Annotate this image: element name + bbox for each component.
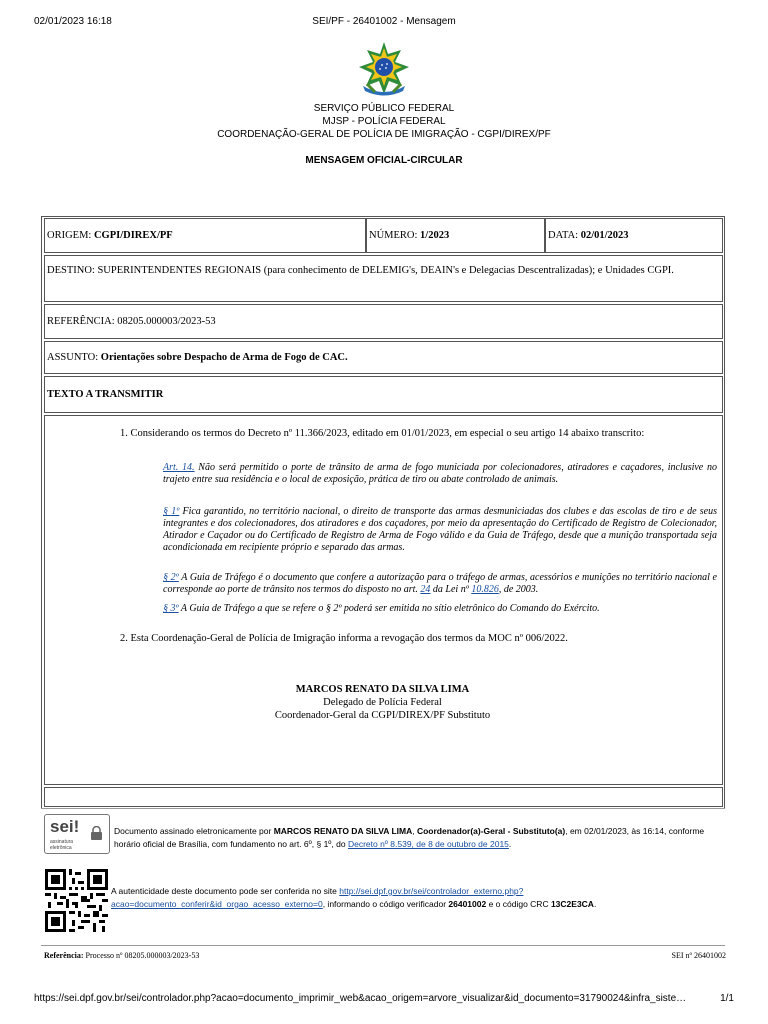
paragraph-2-link[interactable]: § 2º	[163, 572, 179, 583]
page-number: 1/1	[720, 993, 734, 1004]
process-reference	[44, 951, 199, 960]
signature-block	[45, 683, 720, 722]
verification-url-link[interactable]: http://sei.dpf.gov.br/sei/controlador_externo.php?acao=documento_conferir&id_orgao_acesso_externo=0	[111, 886, 524, 909]
institution-header	[0, 102, 768, 141]
print-title: SEI/PF - 26401002 - Mensagem	[312, 16, 456, 27]
data-cell	[545, 218, 723, 253]
print-url: https://sei.dpf.gov.br/sei/controlador.php?acao=documento_imprimir_web&acao_origem=arvore_visualizar&id_documento=31790024&infra_siste…	[34, 993, 687, 1004]
signer-role-1: Delegado de Polícia Federal	[323, 697, 442, 708]
sei-badge-sub1: assinatura	[50, 839, 74, 845]
numero-label: NÚMERO:	[369, 230, 418, 241]
divider	[41, 808, 725, 809]
quote-art-14-text: Não será permitido o porte de trânsito de arma de fogo municiada por colecionadores, atiradores e caçadores, inclusive no trajeto entre sua residência e o local de exposição, prática de tiro ou abate controlado de animais.	[163, 462, 717, 485]
art-24-link[interactable]: 24	[420, 584, 431, 595]
referencia-cell: REFERÊNCIA: 08205.000003/2023-53	[44, 304, 723, 339]
sei-badge-subtitle	[50, 839, 73, 851]
empty-row	[44, 787, 723, 807]
divider	[41, 945, 725, 946]
document-title: MENSAGEM OFICIAL-CIRCULAR	[305, 155, 463, 166]
verification-code: 26401002	[448, 899, 487, 909]
signer-name: MARCOS RENATO DA SILVA LIMA	[295, 684, 470, 695]
origem-label: ORIGEM:	[47, 230, 92, 241]
sei-signature-badge	[44, 814, 110, 854]
paragraph-2: 2. Esta Coordenação-Geral de Polícia de Imigração informa a revogação dos termos da MOC nº 006/2022.	[120, 633, 568, 644]
brazil-coat-of-arms-icon	[355, 40, 413, 98]
reference-label: Referência:	[44, 951, 84, 960]
auth-text-1: A autenticidade deste documento pode ser conferida no site	[111, 886, 340, 896]
art-14-link[interactable]: Art. 14.	[163, 462, 195, 473]
paragraph-1: 1. Considerando os termos do Decreto nº 11.366/2023, editado em 01/01/2023, em especial o seu artigo 14 abaixo transcrito:	[120, 428, 645, 439]
numero-cell	[366, 218, 545, 253]
numero-value: 1/2023	[420, 230, 450, 241]
message-body	[44, 415, 723, 785]
sei-logo-text: sei!	[50, 817, 80, 836]
data-label: DATA:	[548, 230, 579, 241]
origem-cell	[44, 218, 366, 253]
crc-code: 13C2E3CA	[550, 899, 594, 909]
sign-role: Coordenador(a)-Geral - Substituto(a)	[416, 826, 566, 836]
sei-badge-sub2: eletrônica	[50, 845, 72, 851]
print-datetime: 02/01/2023 16:18	[34, 16, 112, 27]
quote-paragraph-1	[163, 506, 717, 554]
header-line-3: COORDENAÇÃO-GERAL DE POLÍCIA DE IMIGRAÇÃO - CGPI/DIREX/PF	[217, 129, 551, 140]
electronic-signature-text	[114, 825, 726, 851]
quote-paragraph-2-text-a: A Guia de Tráfego é o documento que confere a autorização para o tráfego de armas, acessórios e munições no território nacional e corresponde ao porte de trânsito nos termos do disposto no art.	[163, 572, 718, 595]
header-line-2: MJSP - POLÍCIA FEDERAL	[322, 116, 446, 127]
signer-role-2: Coordenador-Geral da CGPI/DIREX/PF Substituto	[274, 710, 491, 721]
origem-value: CGPI/DIREX/PF	[93, 230, 173, 241]
assunto-cell	[44, 341, 723, 374]
authenticity-text	[111, 885, 726, 911]
header-line-1: SERVIÇO PÚBLICO FEDERAL	[313, 103, 455, 114]
quote-paragraph-3-text: A Guia de Tráfego a que se refere o § 2º poderá ser emitida no sítio eletrônico do Comando do Exército.	[178, 603, 600, 614]
sei-number: SEI nº 26401002	[671, 951, 726, 960]
print-footer	[34, 993, 734, 1007]
quote-paragraph-2-text-b: da Lei nº	[430, 584, 472, 595]
texto-transmitir-header: TEXTO A TRANSMITIR	[44, 376, 723, 413]
assunto-value: Orientações sobre Despacho de Arma de Fogo de CAC.	[100, 352, 348, 363]
decree-link[interactable]: Decreto nº 8.539, de 8 de outubro de 2015	[347, 839, 509, 849]
lei-10826-link[interactable]: 10.826	[471, 584, 499, 595]
auth-text-4: .	[593, 899, 597, 909]
print-header	[34, 16, 734, 30]
assunto-label: ASSUNTO:	[47, 352, 99, 363]
paragraph-1-link[interactable]: § 1º	[163, 506, 180, 517]
destino-cell: DESTINO: SUPERINTENDENTES REGIONAIS (para conhecimento de DELEMIG's, DEAIN's e Delegacias Descentralizadas); e Unidades CGPI.	[44, 255, 723, 302]
lock-icon	[90, 826, 103, 840]
sign-text-4: .	[508, 839, 512, 849]
quote-paragraph-2-text-c: , de 2003.	[498, 584, 539, 595]
quote-art-14	[163, 462, 717, 486]
sign-text-2: ,	[412, 826, 417, 836]
auth-text-3: e o código CRC	[486, 899, 551, 909]
paragraph-3-link[interactable]: § 3º	[163, 603, 179, 614]
reference-value: Processo nº 08205.000003/2023-53	[83, 951, 200, 960]
sign-text-3: , em 02/01/2023, às 16:14, conforme horário oficial de Brasília, com fundamento no art. 6º, § 1º, do	[114, 826, 705, 849]
auth-text-2: , informando o código verificador	[322, 899, 449, 909]
reference-line	[44, 951, 726, 963]
data-value: 02/01/2023	[580, 230, 629, 241]
sign-signer: MARCOS RENATO DA SILVA LIMA	[273, 826, 413, 836]
sign-text-1: Documento assinado eletronicamente por	[114, 826, 274, 836]
quote-paragraph-1-text: Fica garantido, no território nacional, o direito de transporte das armas desmuniciadas dos clubes e das escolas de tiro e de seus integrantes e dos colecionadores, dos atiradores e dos caçadores, por meio da apresentação do Certificado de Registro de Colecionador, Atirador e Caçador ou do Certificado de Registro de Arma de Fogo válido e da Guia de Tráfego, desde que a munição transportada seja acondicionada em recipiente próprio e separado das armas.	[163, 506, 717, 553]
quote-paragraph-2	[163, 572, 717, 596]
qr-code-icon	[45, 869, 108, 932]
quote-paragraph-3	[163, 603, 717, 615]
